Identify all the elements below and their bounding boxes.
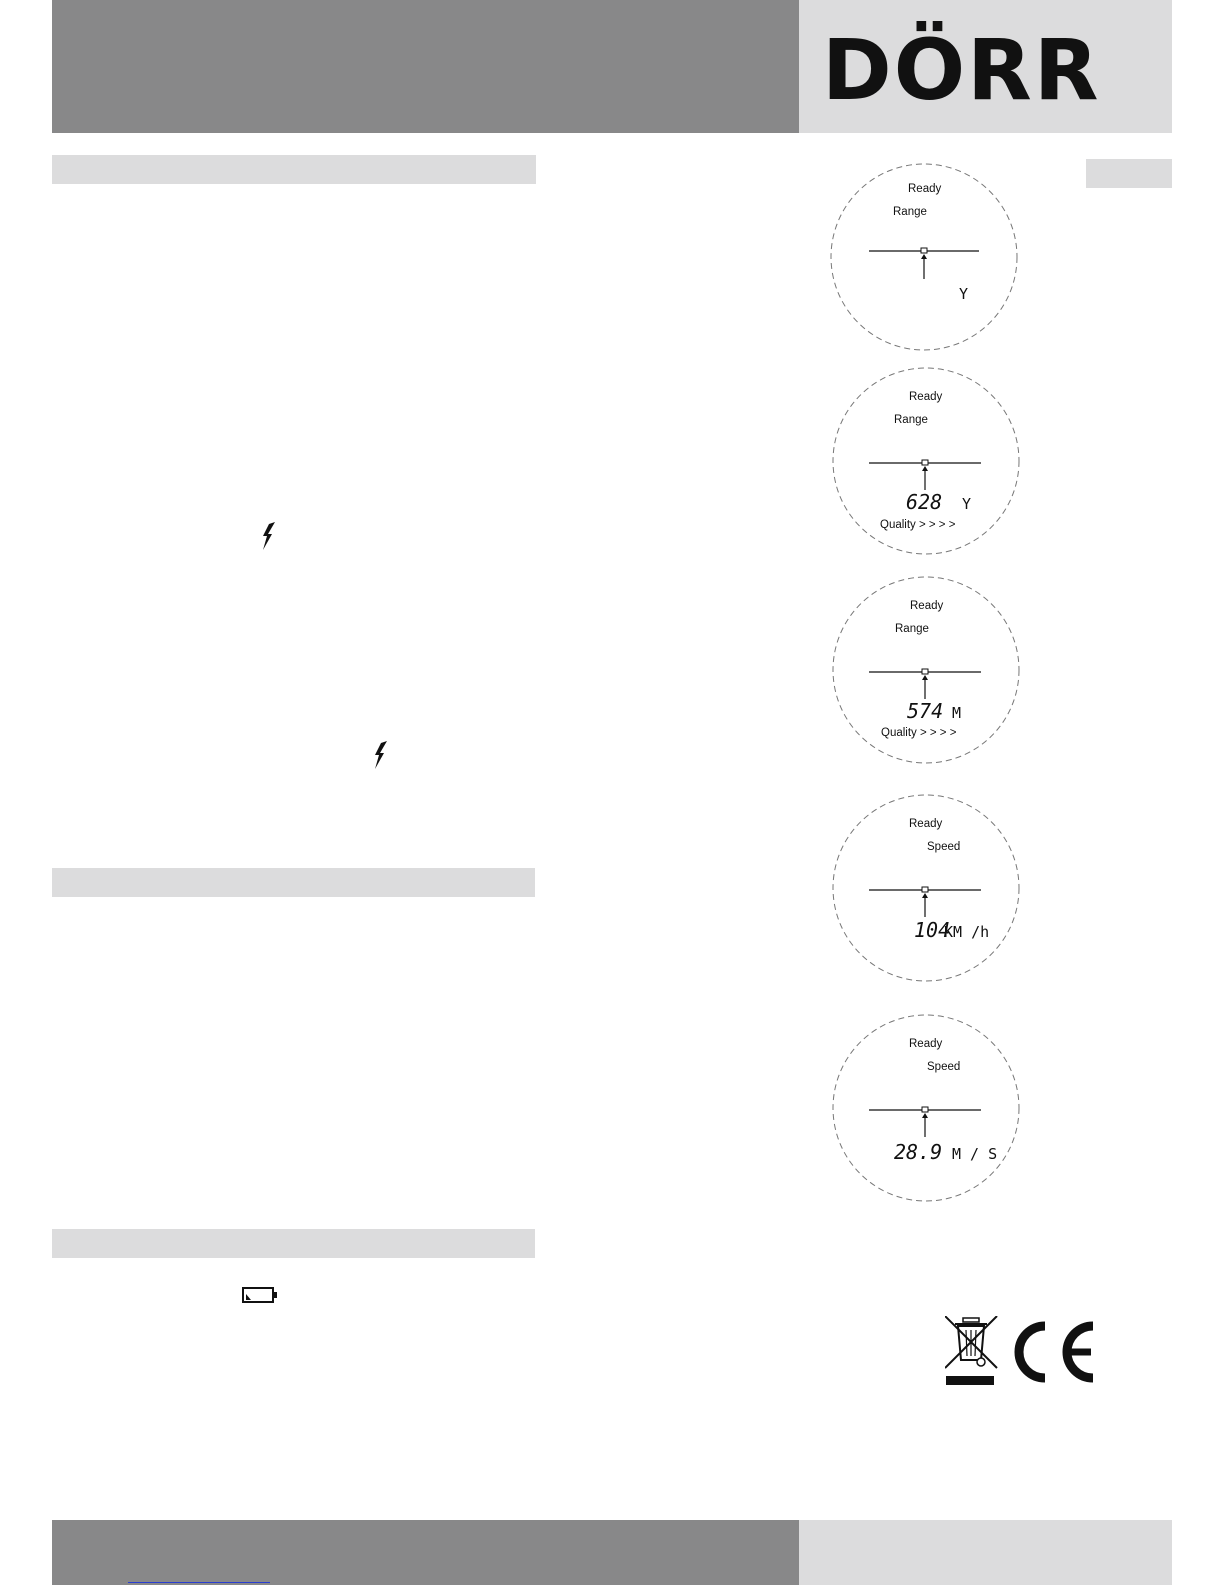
mode-label: Speed [927,841,961,853]
reticle-box [922,669,928,674]
lightning-icon [372,741,390,769]
status-label: Ready [909,1038,943,1050]
header-banner [52,0,799,133]
reading-value: 28.9 [894,1140,943,1164]
brand-logo [822,21,1152,119]
reticle-box [921,248,927,253]
mode-label: Speed [927,1061,961,1073]
weee-bin-icon [945,1316,997,1385]
reading-unit: Y [959,285,969,303]
reticle-box [922,1107,928,1112]
section-header-bar-3 [52,1229,535,1258]
website-link[interactable] [128,1570,270,1583]
viewfinder-display-1 [824,157,1024,357]
mode-label: Range [895,623,929,635]
reading-unit: M [952,704,962,722]
viewfinder-display-3 [826,575,1026,775]
reading-unit: M / S [952,1145,998,1163]
viewfinder-display-4 [826,793,1026,993]
brand-name: DÖRR [822,21,1101,119]
footer-panel [799,1520,1172,1585]
page-number-tab [1086,159,1172,188]
viewfinder-display-5 [826,1013,1026,1213]
reticle-box [922,887,928,892]
reading-value: 574 [907,699,944,723]
quality-indicator: Quality > > > > [881,727,957,739]
lightning-icon [260,522,278,550]
quality-indicator: Quality > > > > [880,519,956,531]
reticle-box [922,460,928,465]
viewfinder-display-2 [826,366,1026,566]
mode-label: Range [893,206,927,218]
section-header-bar-2 [52,868,535,897]
reading-value: 104 [914,918,951,942]
status-label: Ready [910,600,944,612]
mode-label: Range [894,414,928,426]
reading-value: 628 [906,490,943,514]
reading-unit: Y [962,495,972,513]
reading-unit: KM /h [944,923,990,941]
section-header-bar-1 [52,155,536,184]
status-label: Ready [909,818,943,830]
ce-mark-icon [1019,1326,1093,1378]
compliance-symbols [945,1316,1105,1396]
status-label: Ready [908,183,942,195]
status-label: Ready [909,391,943,403]
low-battery-icon [242,1286,278,1304]
